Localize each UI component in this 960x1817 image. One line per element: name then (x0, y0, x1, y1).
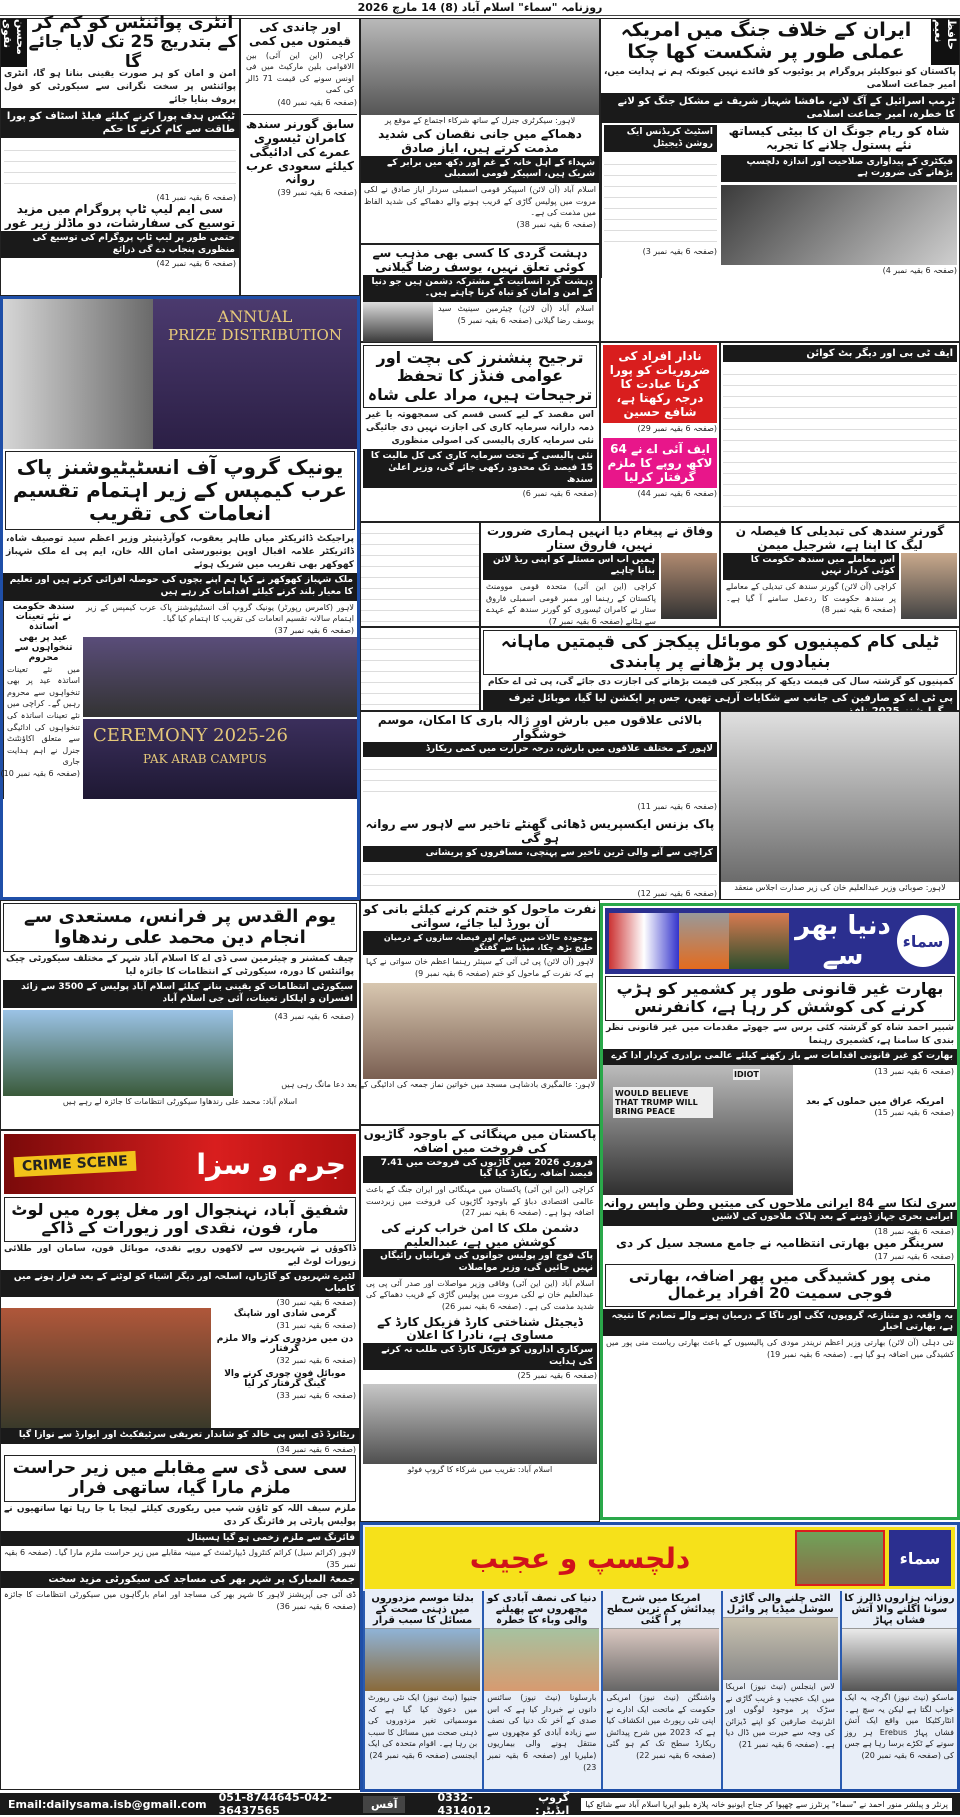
gilani-photo (363, 302, 433, 344)
train-headline: پاک بزنس ایکسپریس ڈھائی گھنٹے تاخیر سے لاہور سے روانہ ہو گی (365, 817, 715, 846)
headline: ٹیلی کام کمپنیوں کو موبائل پیکجز کی قیمتیں ماہانہ بنیادوں پر بڑھانے پر پابندی (483, 630, 957, 675)
podium-photo (3, 299, 153, 449)
sama-logo: سماء (889, 1530, 951, 1586)
continued-ref: (صفحہ 6 بقیہ نمبر 23) (487, 1750, 597, 1772)
other-bar: ایف ٹی بی اور دیگر بٹ کوائن (723, 345, 957, 362)
rally-photo (361, 19, 599, 115)
headline: دہشت گردی کا کسی بھی مذہب سے کوئی تعلق نہیں، یوسف رضا گیلانی (372, 246, 588, 274)
text-column (363, 864, 717, 886)
photo-text: PAK ARAB CAMPUS (143, 751, 267, 766)
body-text: نئی دہلی (آن لائن) بھارتی وزیر اعظم نریندر مودی کی پالیسیوں کے باعث بھارتی ریاست منی پور میں کشیدگی میں اضافہ ہو گیا ہے۔ (606, 1338, 954, 1359)
mosque-photo (363, 983, 597, 1079)
highlight-bar: سرکاری اداروں کو فزیکل کارڈ کی طلب نہ کرنے کی ہدایت (363, 1343, 597, 1370)
continued-ref: (صفحہ 6 بقیہ نمبر 39) (277, 188, 357, 198)
banner-title: دلچسپ و عجیب (469, 1541, 691, 1575)
headline: دھماکے میں جانی نقصان کی شدید مذمت کرتے ہیں، ایاز صادق (378, 127, 582, 155)
mosque-headline: سرینگر میں بھارتی انتظامیہ نے جامع مسجد سیل کر دی (616, 1236, 944, 1251)
highlight-bar: پاک فوج اور پولیس جوانوں کی قربانیاں رائیگاں نہیں جائیں گی، وزیر مواصلات (363, 1249, 597, 1276)
sign-text: WOULD BELIEVE THAT TRUMP WILL BRING PEACE (613, 1087, 713, 1118)
continued-ref: (صفحہ 6 بقیہ نمبر 25) (517, 1371, 597, 1381)
story-mohsin-naqvi (0, 12, 240, 296)
highlight-bar: ریٹائرڈ ڈی ایس پی خالد کو شاندار تعریفی سرٹیفکیٹ اور ایوارڈ سے نوازا گیا (1, 1428, 359, 1444)
footer-email[interactable]: Email:dailysama.isb@gmail.com (8, 1797, 207, 1811)
world-banner (605, 908, 955, 974)
sub-headline: سی ایم لیپ ٹاپ پروگرام میں مزید توسیع کی سفارشات، دو ماڈلز زیر غور (4, 202, 236, 231)
story-quds (0, 900, 360, 1130)
story-sharjeel (720, 522, 960, 627)
highlight-bar: موجودہ حالات میں عوام اور فیصلہ سازوں کے درمیان خلیج بڑھ چکا، میڈیا سے گفتگو (363, 931, 597, 956)
us-headline: امریکہ عراق میں حملوں کے بعد (806, 1096, 944, 1107)
continued-ref: (صفحہ 6 بقیہ نمبر 17) (874, 1252, 954, 1262)
weird-feature (360, 1522, 960, 1792)
body-text: میں نئے تعینات اساتذہ عید پر بھی تنخواہوں سے محروم رہیں گے۔ کراچی میں نئے تعینات اساتذہ کی تنخواہوں کی ادائیگی سے متعلق اکاؤنٹنٹ جنرل نے اہم ہدایت جاری (7, 664, 80, 767)
continued-ref: (صفحہ 6 بقیہ نمبر 27) (461, 1208, 542, 1218)
police-photo (3, 1010, 233, 1096)
continued-ref: (صفحہ 6 بقیہ نمبر 15) (874, 1108, 954, 1118)
continued-ref: (صفحہ 6 بقیہ نمبر 31) (276, 1320, 356, 1330)
weird-cards (363, 1591, 957, 1789)
side-headline: گرمی شادی اور شاپنگ (233, 1309, 337, 1320)
lead: چیف کمشنر و چیئرمین سی ڈی اے کا اسلام آباد شہر کے مختلف سیکورٹی چیک پوائنٹس کا دورہ، سیکورٹی کے انتظامات کا جائزہ لیا (6, 954, 354, 978)
card-title: امریکا میں شرح پیدائش کم ترین سطح پر آ گئی (603, 1591, 718, 1629)
lead: ملزم سیف اللہ کو ٹاؤن شپ میں ریکوری کیلئے لیجا یا جا رہا تھا ساتھیوں نے پولیس پارٹی پر فائرنگ کر دی (4, 1504, 356, 1528)
weird-card (482, 1591, 599, 1789)
continued-ref: (صفحہ 6 بقیہ نمبر 11) (637, 802, 717, 812)
continued-ref: (صفحہ 6 بقیہ نمبر 18) (874, 1227, 954, 1237)
lead: امن و امان کو ہر صورت یقینی بنانا ہو گا، انٹری پوائنٹس پر سخت نگرانی سے سیکورٹی کو فول پروف بنایا جائے (4, 69, 236, 106)
manipur-headline: منی پور کشیدگی میں پھر اضافہ، بھارتی فوجی سمیت 20 افراد یرغمال (605, 1264, 955, 1307)
digital-headline: ڈیجیٹل شناختی کارڈ فزیکل کارڈ کے مساوی ہے، نادرا کا اعلان (377, 1314, 583, 1343)
continued-ref: (صفحہ 6 بقیہ نمبر 24) (369, 1750, 449, 1760)
pta-photo-block (720, 711, 960, 900)
story-pension (360, 342, 600, 522)
protest-photo (729, 913, 789, 969)
photo-caption: لاہور: صوبائی وزیر عبدالعلیم خان کی زیر صدارت اجلاس منعقد (734, 883, 946, 892)
highlight-bar: فائرنگ سے ملزم زخمی ہو گیا ہسپتال (1, 1531, 359, 1547)
continued-ref: (صفحہ 6 بقیہ نمبر 29) (637, 424, 717, 433)
headline: گورنر سندھ کی تبدیلی کا فیصلہ ن لیگ کا اپنا ہے، شرجیل میمن (735, 524, 945, 552)
continued-ref: (صفحہ 6 بقیہ نمبر 8) (821, 605, 896, 615)
crime-feature (0, 1130, 360, 1790)
headline: پاکستان میں مہنگائی کے باوجود گاڑیوں کی فروخت میں اضافہ (363, 1127, 597, 1155)
center-top (360, 18, 600, 244)
side-headline: دن میں مزدوری کرنے والا ملزم گرفتار (216, 1333, 354, 1355)
continued-ref: (صفحہ 6 بقیہ نمبر 37) (274, 625, 354, 635)
footer (0, 1793, 960, 1815)
continued-ref: (صفحہ 6 بقیہ نمبر 4) (882, 266, 957, 276)
story-weather (360, 711, 720, 900)
photo-caption: اسلام آباد: محمد علی رندھاوا سیکورٹی انتظامات کا جائزہ لے رہے ہیں (62, 1096, 298, 1106)
continued-ref: (صفحہ 6 بقیہ نمبر 7) (548, 616, 624, 626)
body-text: اسلام آباد (این این آئی) وفاقی وزیر مواصلات اور صدر آئی پی پی عبدالعلیم خان نے لکی مروت میں پولیس گاڑی کے قریب دھماکے کی شدید مذمت کی ہے۔ (366, 1278, 594, 1311)
headline: شفیق آباد، نہنجوال اور مغل پورہ میں لوٹ مار، فون، نقدی اور زیورات کے ڈاکے (4, 1197, 356, 1242)
footer-office-phones: 051-8744645-042-36437565 (218, 1791, 332, 1817)
body-text: اسلام آباد (آن لائن) اسپیکر قومی اسمبلی سردار ایاز صادق نے لکی مروت میں پولیس گاڑی کے قریب ہونے والے دھماکے کی شدید الفاظ میں مذمت کی ہے۔ (364, 184, 596, 218)
meeting-photo (721, 712, 959, 882)
volcano-photo (842, 1629, 957, 1691)
red-tag: نادار افراد کی ضروریات کو پورا کرنا عبادت کا درجہ رکھتا ہے، شافع حسین (603, 345, 717, 423)
laborer-photo (365, 1629, 480, 1691)
headline: انٹری پوائنٹس کو کم کر کے بتدریج 25 تک لایا جائے گا (28, 12, 238, 72)
sub-headline: شاہ کو ریام جونگ ان کا بیٹی کیساتھ نئے پستول چلانے کا تجربہ (728, 124, 950, 152)
continued-ref: (صفحہ 6 بقیہ نمبر 6) (522, 489, 597, 499)
body-text: لاہور (کرائم سیل) کرائم کنٹرول ڈیپارٹمنٹ کے مبینہ مقابلے میں زیر حراست ملزم مارا گیا۔ (54, 1548, 356, 1558)
ceremony-photo (83, 719, 357, 799)
continued-ref: (صفحہ 6 بقیہ نمبر 40) (277, 97, 357, 107)
guests-photo (83, 637, 357, 717)
crime-banner (4, 1134, 356, 1194)
cd-headline: سی سی ڈی سے مقابلے میں زیر حراست ملزم مارا گیا، ساتھی فرار (4, 1455, 356, 1502)
teachers-cont-top (360, 522, 480, 627)
card-body: بارسلونا (نیٹ نیوز) سائنس دانوں نے خبردار کیا ہے کہ اس صدی کے آخر تک دنیا کی نصف سے زیادہ آبادی کو مچھروں سے منتقل ہونے والی بیماریوں (ملیریا اور (487, 1693, 597, 1760)
continued-ref: (صفحہ 6 بقیہ نمبر 33) (276, 1390, 356, 1400)
body-text: ڈی آئی جی آپریشنز لاہور کا شہر بھر کی مساجد اور امام بارگاہوں میں سیکورٹی انتظامات کا جائزہ (4, 1590, 356, 1600)
text-column (361, 523, 479, 626)
sama-logo: سماء (897, 915, 949, 967)
highlight-bar: ٹیکس ہدف پورا کرنے کیلئے فیلڈ اسٹاف کو پورا طاقت سے کام کرنے کا حکم (1, 108, 239, 138)
continued-ref: (صفحہ 6 بقیہ نمبر 9) (415, 968, 490, 978)
continued-ref: (صفحہ 6 بقیہ نمبر 10) (0, 768, 80, 778)
byline: حافظ نعیم (931, 19, 959, 65)
continued-ref: (صفحہ 6 بقیہ نمبر 41) (156, 193, 236, 203)
headline: یونیک گروپ آف انسٹیٹیوشنز پاک عرب کیمپس کے زیر اہتمام تقسیم انعامات کی تقریب (5, 451, 355, 530)
weird-card (840, 1591, 957, 1789)
headline: نفرت ماحول کو ختم کرنے کیلئے بانی کو آن بورڈ لیا جائے، سواتی (363, 902, 597, 930)
kim-photo (721, 185, 957, 265)
sub-bar: حتمی طور پر لیپ ٹاپ پروگرام کی توسیع کی منظوری پنجاب دے گی ذرائع (1, 231, 239, 258)
body-text: کراچی (این این آئی) پاکستان میں مہنگائی اور ایران جنگ کے باعث عالمی اقتصادی دباؤ کے باوجود گاڑیوں کی فروخت میں زبردست اضافہ ہوا ہے۔ (366, 1184, 594, 1218)
highlight-bar: بھارت کو غیر قانونی اقدامات سے باز رکھنے کیلئے عالمی برادری کردار ادا کرے (603, 1049, 957, 1065)
teachers-headline: سندھ حکومت نے نئے تعینات اساتذہ (12, 601, 75, 633)
byline: محسن نقوی (1, 19, 27, 67)
body-text: اسلام آباد (آن لائن) چیئرمین سینیٹ سید یوسف رضا گیلانی (438, 303, 594, 325)
body-text: کراچی (آن لائن) گورنر سندھ کی تبدیلی کے معاملے پر سندھ حکومت کا ردعمل سامنے آ گیا ہے۔ (726, 581, 896, 603)
story-other (720, 342, 960, 522)
farooq-photo (661, 553, 717, 619)
card-title: بدلتا موسم مزدوروں میں ذہنی صحت کے مسائل کا سبب قرار (365, 1591, 480, 1629)
body-text: کراچی (این این آئی) متحدہ قومی موومنٹ پاکستان کے رہنما اور ممبر قومی اسمبلی فاروق ستار نے کامران ٹیسوری کو گورنر سندھ کے عہدے سے ہٹانے (486, 581, 656, 626)
card-title: الٹی چلنے والی گاڑی سوشل میڈیا پر وائرل (723, 1591, 838, 1618)
photo-text: CEREMONY 2025-26 (93, 724, 288, 746)
card-body: ماسکو (نیٹ نیوز) اگرچہ یہ ایک خواب لگتا ہے لیکن یہ سچ ہے۔ انٹارکٹیکا میں واقع ایک آتش فشاں پہاڑ Erebus ہر روز سونے کے ٹکڑے برسا رہا ہے جس کی (844, 1693, 954, 1760)
highlight-bar: یہ واقعہ دو متنازعہ گروپوں، کگی اور ناگا کے درمیان ہونے والے تصادم کا نتیجہ ہے، بھارتی اخبار (603, 1309, 957, 1336)
highlight-bar: کراچی سے آنے والی ٹرین تاخیر سے پہنچی، مسافروں کو پریشانی (363, 846, 717, 862)
weird-banner (365, 1527, 955, 1589)
sign-text: IDIOT (734, 1069, 759, 1079)
weird-card (601, 1591, 718, 1789)
continued-ref: (صفحہ 6 بقیہ نمبر 44) (637, 489, 717, 499)
lead: شبیر احمد شاہ کو گزشتہ کئی برس سے جھوٹے مقدمات میں غیر قانونی نظر بندی کا سامنا ہے، کشمیری رہنما (606, 1022, 954, 1046)
card-title: روزانہ ہزاروں ڈالرز کا سونا اگلنے والا آتش فشاں پہاڑ (842, 1591, 957, 1629)
footer-office-label: آفس (363, 1796, 406, 1813)
text-column (363, 759, 717, 799)
story-hafiz-naeem (600, 18, 960, 342)
card-body: جنیوا (نیٹ نیوز) ایک نئی رپورٹ میں دعویٰ کیا گیا ہے کہ موسمیاتی تغیر مزدوروں کی ذہنی صحت میں مسائل کا سبب بن رہا ہے۔ اقوام متحدہ کی ایک ایجنسی (367, 1693, 478, 1760)
smoke-photo (679, 913, 729, 969)
sub-bar: فیکٹری کے پیداواری صلاحیت اور اندازہ دلچسپ بڑھانے کی ضرورت ہے (721, 155, 957, 182)
headline: ترجیح پنشنرز کی بچت اور عوامی فنڈز کا تحفظ ترجیحات ہیں، مراد علی شاہ (363, 345, 597, 408)
crime-tape: CRIME SCENE (14, 1151, 137, 1177)
highlight-bar: ملک شہباز کھوکھر نے کہا ہم اپنے بچوں کی حوصلہ افزائی کرتے ہیں اور تعلیم کا معیار بلند کرنے کیلئے اقدامات کر رہے ہیں (3, 573, 357, 600)
continued-ref: (صفحہ 6 بقیہ نمبر 42) (156, 259, 236, 269)
story-pta (480, 627, 960, 711)
card-body: واشنگٹن (نیٹ نیوز) امریکی حکومت کے ماتحت ایک ادارے نے اپنی نئی رپورٹ میں انکشاف کیا ہے کہ 2023 میں شرح پیدائش ریکارڈ سطح تک کم ہو گئی (606, 1693, 716, 1749)
footer-imprint: پرنٹر و پبلشر منور احمد نے "سماء" پرنٹرز سے چھپوا کر جناح ایونیو خانہ پلازہ بلیو ایریا اسلام آباد سے شائع کیا (581, 1798, 952, 1811)
continued-ref: (صفحہ 6 بقیہ نمبر 22) (636, 1750, 716, 1760)
guards-photo (1, 1308, 211, 1428)
gold-headline: اور چاندی کی قیمتوں میں کمی (248, 20, 352, 48)
highlight-bar: فروری 2026 میں گاڑیوں کی فروخت میں 7.41 فیصد اضافہ ریکارڈ کیا گیا (363, 1156, 597, 1183)
continued-ref: (صفحہ 6 بقیہ نمبر 32) (276, 1355, 356, 1365)
lead: ڈاکوؤں نے شہریوں سے لاکھوں روپے نقدی، موبائل فون، سامان اور طلائی زیورات لوٹ لیے (4, 1243, 356, 1267)
headline: یوم القدس پر فرانس، مستعدی سے انجام دین محمد علی رندھاوا (3, 903, 357, 952)
continued-ref: (صفحہ 6 بقیہ نمبر 19) (766, 1349, 847, 1359)
highlight-bar: جمعۃ المبارک پر شہر بھر کی مساجد کی سیکورٹی مزید سخت (1, 1571, 359, 1588)
highlight-bar: ٹرمپ اسرائیل کے آگ لانے، مافشا شہباز شریف نے مشکل جنگ کو لانے کا خطرہ، امیر جماعت اسلامی (601, 93, 959, 123)
text-column (4, 140, 236, 190)
photo-caption: لاہور: سیکرٹری جنرل کے ساتھ شرکاء اجتماع کے موقع پر (384, 116, 576, 125)
photo-text: PRIZE DISTRIBUTION (168, 326, 342, 344)
footer-editor-label: گروپ ایڈیٹر: (535, 1791, 570, 1817)
world-feature (600, 903, 960, 1520)
highlight-bar: سیکورٹی انتظامات کو یقینی بنانے کیلئے اسلام آباد پولیس کے 3500 سے زائد افسران و اہلکار تعینات، آئی جی اسلام آباد (3, 980, 357, 1007)
continued-ref: (صفحہ 6 بقیہ نمبر 5) (457, 315, 533, 325)
card-body: لاس اینجلس (نیٹ نیوز) امریکا میں ایک عجیب و غریب گاڑی نے سڑک پر موجود لوگوں اور انٹرنیٹ صارفین کو اپنے ڈیزائن کی وجہ سے حیرت میں ڈال دیا ہے۔ (725, 1682, 835, 1749)
headline: بھارت غیر قانونی طور پر کشمیر کو ہڑپ کرنے کی کوشش کر رہا ہے، کانفرنس (605, 976, 955, 1021)
continued-ref: (صفحہ 6 بقیہ نمبر 26) (441, 1301, 522, 1311)
lead: پراجیکٹ ڈائریکٹر میاں طاہر یعقوب، کوآرڈینیٹر وزیر اعظم سید توصیف شاہ، ڈائریکٹر علامہ اقبال اوپن یونیورسٹی امان اللہ خان، ایم پی اے ملک شہباز کھوکھر بھی تقریب میں شریک ہوئے (6, 534, 354, 571)
teachers-sub: عید پر بھی تنخواہوں سے محروم (14, 632, 73, 664)
body-text: لاہور (کامرس رپورٹر) یونیک گروپ آف انسٹیٹیوشنز پاک عرب کیمپس کے زیر اہتمام سالانہ تقسیم انعامات کی تقریب کا اہتمام کیا گیا۔ (86, 602, 354, 624)
story-gilani (360, 244, 600, 342)
continued-ref: (صفحہ 6 بقیہ نمبر 35) (4, 1548, 356, 1569)
highlight-bar: دہشت گرد انسانیت کے مشترکہ دشمن ہیں جو دنیا کے امن و امان کو تباہ کرنا چاہتے ہیں۔ (363, 275, 597, 302)
lead: اس مقصد کے لیے کسی قسم کی سمجھوتہ یا غیر ذمہ دارانہ سرمایہ کاری کی اجازت نہیں دی جائیگی نئی سرمایہ کاری پالیسی کی اصولی منظوری (366, 410, 594, 447)
syria-headline: سری لنکا سے 84 ایرانی ملاحوں کی میتیں وطن واپس روانہ (603, 1195, 957, 1210)
continued-ref: (صفحہ 6 بقیہ نمبر 20) (861, 1750, 941, 1760)
headline: وفاق نے پیغام دیا انہیں ہماری ضرورت نہیں، فاروق ستار (486, 524, 714, 552)
photo-caption: اسلام آباد: تقریب میں شرکاء کا گروپ فوٹو (407, 1464, 553, 1474)
aleem-headline: دشمن ملک کا امن خراب کرنے کی کوشش میں ہے، عبدالعلیم (381, 1220, 579, 1249)
kamran-headline: سابق گورنر سندھ کامران ٹیسوری عمرے کی ادائیگی کیلئے سعودی عرب روانہ (243, 114, 357, 187)
highlight-bar: نئی پالیسی کے تحت سرمایہ کاری کی کل مالیت کا 15 فیصد تک محدود رکھی جائے گی، وزیر اعلیٰ سندھ (363, 449, 597, 488)
continued-ref: (صفحہ 6 بقیہ نمبر 13) (874, 1066, 954, 1076)
banner-title: دنیا بھر سے (795, 911, 891, 971)
side-tags (600, 342, 720, 522)
weird-card (363, 1591, 480, 1789)
card-title: دنیا کی نصف آبادی کو مچھروں سے پھیلنے والی وباء کا خطرہ (484, 1591, 599, 1629)
babies-photo (603, 1629, 718, 1691)
column-gold-kamran (240, 18, 360, 296)
highlight-bar: ہمیں اب اس مسئلے کو اپنی ریڈ لائن بنانا چاہیے (483, 553, 659, 580)
text-column (723, 364, 957, 514)
headline: بالائی علاقوں میں بارش اور ژالہ باری کا امکان، موسم خوشگوار (377, 713, 703, 741)
protest-sign-photo (603, 1065, 793, 1195)
story-farooq (480, 522, 720, 627)
lead: پاکستان کو نیوکلیئر پروگرام پر یوٹیوب کو فائدے نہیں کیونکہ ہم نے ہدایت میں، امیر جماعت اسلامی (604, 67, 956, 91)
center-column (360, 1125, 600, 1522)
photo-text: ANNUAL (217, 307, 293, 326)
continued-ref: (صفحہ 6 بقیہ نمبر 43) (274, 1011, 354, 1021)
tortoise-photo (795, 1530, 885, 1586)
pink-tag: ایف آئی اے نے 64 لاکھ روپے کا ملزم گرفتار کرلیا (603, 438, 717, 488)
body-text: لاہور (آن لائن) پی ٹی آئی کے سینئر رہنما اعظم خان سواتی نے کہا ہے کہ نفرت کے ماحول کو ختم (366, 957, 594, 978)
flags-photo (609, 913, 679, 969)
mosquito-photo (484, 1629, 599, 1691)
teachers-cont (360, 627, 480, 711)
prize-photo (153, 299, 357, 449)
gold-body: کراچی (این این آئی) بین الاقوامی بلین مارکیٹ میں فی اونس سونے کی قیمت 71 ڈالر کی کمی (246, 50, 354, 95)
highlight-bar: شہداء کے اہل خانہ کے غم اور دکھ میں برابر کے شریک ہیں، اسپیکر قومی اسمبلی (361, 156, 599, 183)
continued-ref: (صفحہ 6 بقیہ نمبر 34) (276, 1445, 356, 1455)
text-column (361, 628, 479, 710)
text-column (604, 154, 717, 244)
highlight-bar: لاہور کے مختلف علاقوں میں بارش، درجہ حرارت میں کمی ریکارڈ (363, 742, 717, 758)
group-photo (363, 1384, 597, 1464)
highlight-bar: پی ٹی اے کو صارفین کی جانب سے شکایات آرہی تھیں، جس پر ایکشن لیا گیا، موبائل ٹیرف (483, 690, 957, 720)
highlight-bar: ایرانی بحری جہاز ڈوبنے کے بعد ہلاک ملاحوں کی لاشیں (603, 1210, 957, 1226)
banner-title: جرم و سزا (196, 1147, 346, 1181)
headline: ایران کے خلاف جنگ میں امریکہ عملی طور پر شکست کھا چکا (620, 19, 912, 63)
side-bar: اسٹیٹ کریڈنس ایک روشن ڈیجیٹل (604, 125, 717, 152)
masthead-title: روزنامہ "سماء" اسلام آباد (8) 14 مارچ 2026 (357, 1, 603, 14)
continued-ref: (صفحہ 6 بقیہ نمبر 30) (276, 1298, 356, 1308)
photo-caption: لاہور: عالمگیری بادشاہی مسجد میں خواتین نماز جمعہ کی ادائیگی کے بعد دعا مانگ رہی ہیں (281, 1079, 595, 1089)
continued-ref: (صفحہ 6 بقیہ نمبر 3) (642, 247, 717, 257)
continued-ref: (صفحہ 6 بقیہ نمبر 36) (276, 1601, 356, 1611)
side-headline: موبائل فون چوری کرنے والا گینگ گرفتار کر لیا (224, 1368, 346, 1390)
weird-card (721, 1591, 838, 1789)
continued-ref: (صفحہ 6 بقیہ نمبر 38) (516, 219, 596, 229)
sharjeel-photo (901, 553, 957, 619)
continued-ref: (صفحہ 6 بقیہ نمبر 12) (637, 888, 717, 898)
footer-editor-phone: 0332-4314012 (437, 1791, 492, 1817)
highlight-bar: لٹیرے شہریوں کو گاڑیاں، اسلحہ اور دیگر اشیاء کو لوٹنے کے بعد فرار ہونے میں کامیاب (1, 1270, 359, 1297)
highlight-bar: اس معاملے میں سندھ حکومت کا کوئی کردار نہیں (723, 553, 899, 580)
continued-ref: (صفحہ 6 بقیہ نمبر 21) (738, 1739, 819, 1749)
lead: کمپنیوں کو گزشتہ سال کی قیمت دیکھ کر پیکجز کی قیمت بڑھانے کی اجازت دی جائے گی، پی ٹی اے حکام (487, 677, 954, 688)
car-photo (723, 1618, 838, 1680)
awards-feature (0, 296, 360, 900)
